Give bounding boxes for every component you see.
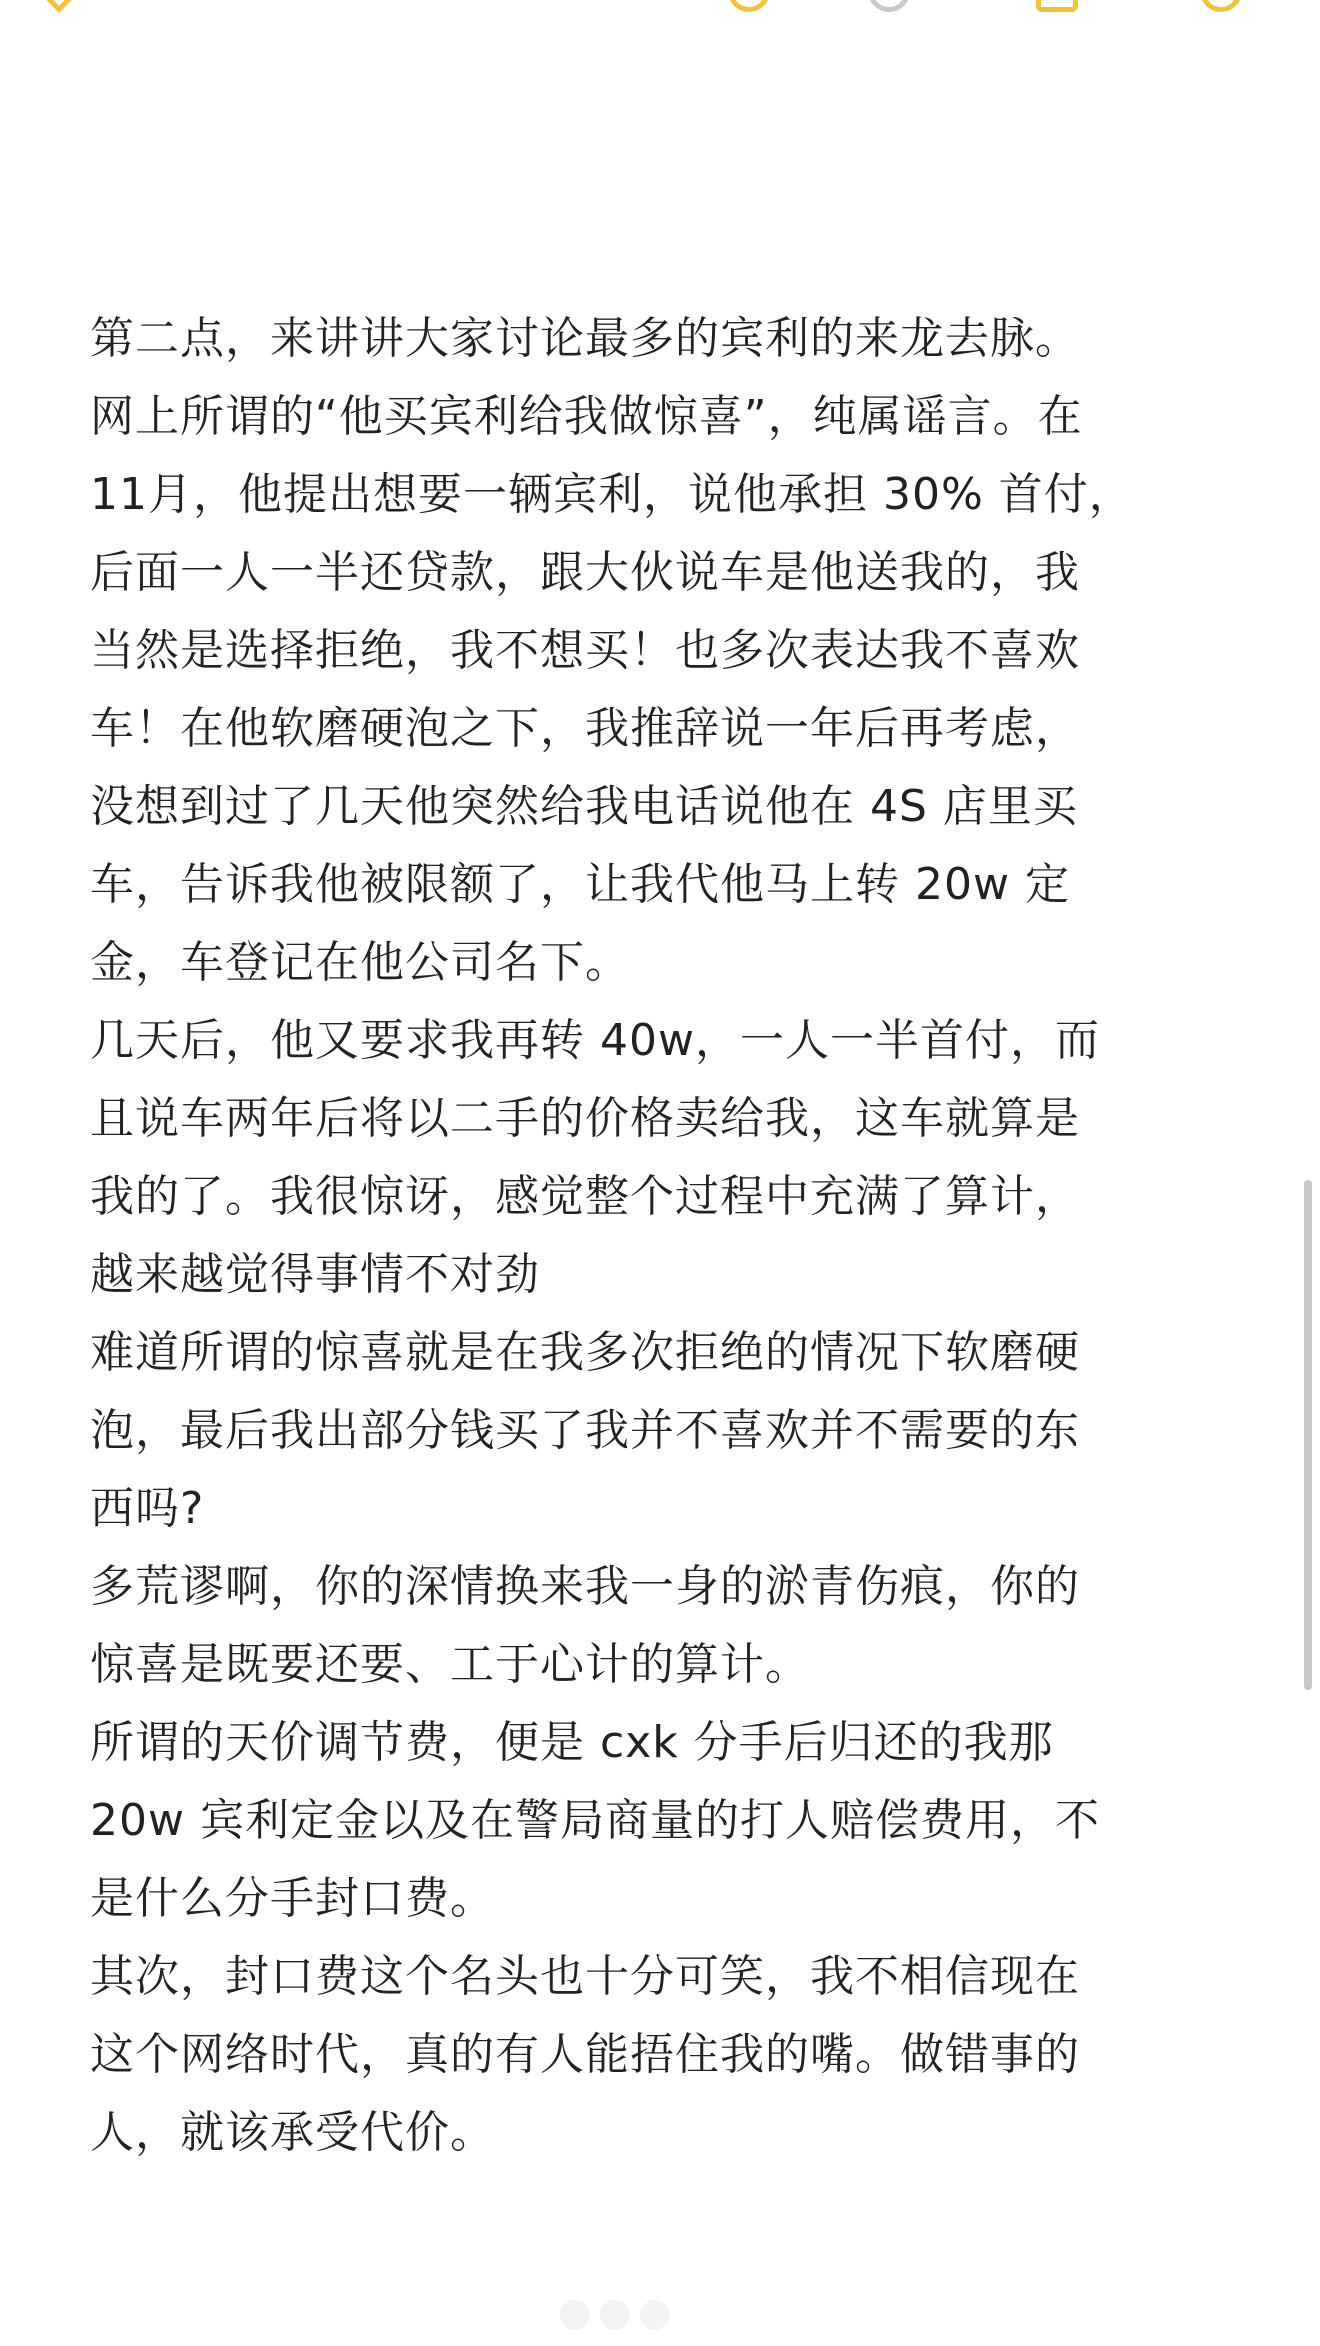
paragraph: 所谓的天价调节费，便是 cxk 分手后归还的我那 20w 宾利定金以及在警局商量的打人赔偿费用，不 是什么分手封口费。 bbox=[90, 1717, 1100, 1924]
paragraph: 第二点，来讲讲大家讨论最多的宾利的来龙去脉。 网上所谓的“他买宾利给我做惊喜”，纯属谣言。在 11月，他提出想要一辆宾利，说他承担 30% 首付， 后面一人一半还贷款，跟大伙说车是他送我的，我 当然是选择拒绝，我不想买！也多次表达我不喜欢 车！在他软磨硬泡之下，我推辞说一年后再考虑， 没想到过了几天他突然给我电话说他在 4S 店里买 车，告诉我他被限额了，让我代他马上转 20w 定 金，车登记在他公司名下。 bbox=[90, 313, 1134, 988]
back-icon[interactable] bbox=[44, 0, 77, 13]
top-toolbar bbox=[0, 0, 1320, 40]
more-icon[interactable] bbox=[1200, 0, 1242, 12]
emoji-icon[interactable] bbox=[728, 0, 770, 12]
paragraph: 难道所谓的惊喜就是在我多次拒绝的情况下软磨硬 泡，最后我出部分钱买了我并不喜欢并不需要的东 西吗? bbox=[90, 1327, 1080, 1534]
note-icon[interactable] bbox=[1036, 0, 1078, 12]
paragraph: 几天后，他又要求我再转 40w，一人一半首付，而 且说车两年后将以二手的价格卖给我，这车就算是 我的了。我很惊讶，感觉整个过程中充满了算计， 越来越觉得事情不对劲 bbox=[90, 1015, 1100, 1300]
watermark-icon bbox=[560, 2300, 760, 2340]
note-body[interactable] bbox=[90, 300, 1240, 2172]
paragraph: 其次，封口费这个名头也十分可笑，我不相信现在 这个网络时代，真的有人能捂住我的嘴。做错事的 人，就该承受代价。 bbox=[90, 1951, 1080, 2158]
paragraph: 多荒谬啊，你的深情换来我一身的淤青伤痕，你的 惊喜是既要还要、工于心计的算计。 bbox=[90, 1561, 1080, 1690]
clock-icon[interactable] bbox=[868, 0, 910, 12]
scrollbar[interactable] bbox=[1304, 1180, 1312, 1690]
